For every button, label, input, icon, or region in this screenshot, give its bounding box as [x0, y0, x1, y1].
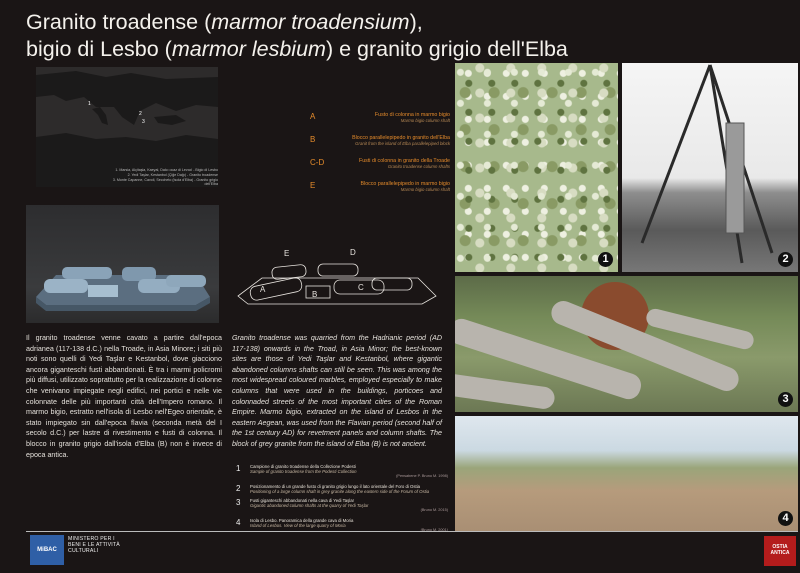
- caption-en: Sample of granito troadense from the Podesti Collection: [250, 469, 357, 475]
- caption-number: 2: [236, 483, 241, 493]
- footer-divider: [26, 531, 798, 532]
- photo-number: 3: [778, 392, 793, 407]
- sketch-label-d: D: [350, 248, 356, 257]
- legend-text-it: Blocco parallelepipedo in granito dell'Elba: [352, 135, 450, 141]
- italian-text: Il granito troadense venne cavato a partire dall'epoca adrianea (117-138 d.C.) nella Troade, in Asia Minore; i siti più noti sono quelli di Yedi Taşlar e Kestanbol, dove giacciono ancora giganteschi fusti abbandonati. È tra i marmi policromi più diffusi, utilizzato soprattutto per la realizzazione di colonne che venivano impiegate negli edifici, nei portici e nelle vie colonnate delle più importanti città dell'Impero romano. Il marmo bigio, estratto nell'isola di Lesbo nell'Egeo orientale, è stato impiegato sin dall'epoca flavia (seconda metà del I secolo d.C.) per lastre di rivestimento e fusti di colonna. Il blocco in granito grigio dall'isola d'Elba (B) non è invece di epoca antica.: [26, 334, 222, 459]
- ostia-antica-logo: OSTIA ANTICA: [764, 536, 796, 566]
- legend-text-it: Fusto di colonna in marmo bigio: [374, 112, 450, 118]
- caption-number: 4: [236, 517, 241, 527]
- photo-captions: [236, 464, 448, 537]
- caption-en: Gigantic abandoned column shafts at the quarry of Yedi Taşlar: [250, 503, 369, 509]
- legend-letter: C-D: [310, 158, 325, 167]
- map-caption: [112, 168, 218, 187]
- title-line-1: Granito troadense (marmor troadensium),: [26, 10, 423, 34]
- granite-sample-photo: [455, 63, 618, 272]
- caption-number: 1: [236, 464, 241, 473]
- blocks-graphic: [26, 205, 219, 323]
- column-positioning-photo: [622, 63, 798, 272]
- blocks-sketch: [232, 238, 440, 318]
- caption-en: Island of Lesbos. View of the large quarry of Moria: [250, 522, 346, 528]
- caption-credit: (Pensabene P. Bruno M. 1998): [396, 474, 448, 479]
- map-caption-line: 2. Yedi Taşlar, Kestanbol (Çiğe Dağı) - Granito troadense: [127, 172, 218, 177]
- map-marker-1: 1: [88, 101, 91, 107]
- map-caption-line: 3. Monte Capanne, Cavoli, Seccheto (Isola d'Elba) - Granito grigio dell'Elba: [112, 177, 218, 187]
- legend-letter: E: [310, 181, 316, 190]
- caption-item: [236, 484, 448, 494]
- quarry-columns-graphic: [455, 276, 798, 412]
- legend-item: [300, 135, 450, 158]
- caption-credit: (Bruno M. 2015): [420, 508, 448, 513]
- caption-item: [236, 464, 448, 480]
- legend-letter: B: [310, 135, 316, 144]
- legend-text-it: Blocco parallelepipedo in marmo bigio: [360, 181, 450, 187]
- photo-number: 1: [598, 252, 613, 267]
- legend-item: [300, 112, 450, 135]
- legend-text-en: Granito troadense column shafts: [387, 164, 450, 170]
- title-line-2: bigio di Lesbo (marmor lesbium) e granito grigio dell'Elba: [26, 37, 568, 61]
- legend-text-en: Granit from the island of Elba parallelepiped block: [355, 141, 450, 147]
- crane-graphic: [622, 63, 798, 272]
- sketch-label-c: C: [358, 283, 364, 292]
- legend-letter: A: [310, 112, 316, 121]
- caption-it: Posizionamento di un grande fusto di granito grigio lungo il lato orientale del Foro di Ostia: [250, 483, 421, 489]
- map-marker-3: 3: [142, 119, 145, 125]
- english-text: Granito troadense was quarried from the Hadrianic period (AD 117-138) onwards in the Troad, in Asia Minor; the best-known sites are those of Yedi Taşlar and Kestanbol, where gigantic abandoned columns shafts can still be seen. This was among the most widespread coloured marbles, employed especially to make columns that were used in the buildings, porticoes and colonnaded streets of the most important cities of the Roman Empire. Marmo bigio, extracted on the island of Lesbos in the eastern Aegean, was used from the Flavian period (second half of the 1st century AD) for revetment panels and column shafts. The block of grey granite from the island of Elba (B) is not ancient.: [232, 334, 442, 448]
- legend-text-it: Fusti di colonna in granito della Troade: [359, 158, 450, 164]
- quarry-columns-photo: [455, 276, 798, 412]
- photo-number: 2: [778, 252, 793, 267]
- legend-item: [300, 181, 450, 204]
- photo-number: 4: [778, 511, 793, 526]
- map-marker-2: 2: [139, 111, 142, 117]
- caption-item: [236, 498, 448, 514]
- ministry-name: MINISTERO PER I BENI E LE ATTIVITÀ CULTURALI: [68, 536, 120, 554]
- mibac-logo: MiBAC: [30, 535, 64, 565]
- legend-item: [300, 158, 450, 181]
- caption-en: Positioning of a large column shaft in grey granite along the eastern side of the Forum of Ostia: [250, 488, 430, 494]
- object-legend: [300, 112, 450, 204]
- caption-it: Isola di Lesbo. Panoramica della grande cava di Moria: [250, 517, 354, 523]
- caption-it: Fusti giganteschi abbandonati nella cava di Yedi Taşlar: [250, 498, 355, 504]
- sketch-label-a: A: [260, 285, 266, 294]
- moria-quarry-photo: [455, 416, 798, 531]
- sketch-label-e: E: [284, 249, 290, 258]
- legend-text-en: Marmo bigio column shaft: [400, 187, 450, 193]
- caption-it: Campione di granito troadense della Collezione Podesti: [250, 464, 356, 469]
- sketch-graphic: [232, 238, 440, 318]
- sketch-label-b: B: [312, 290, 318, 299]
- blocks-photo: [26, 205, 219, 323]
- caption-number: 3: [236, 498, 241, 508]
- page-title: [26, 9, 568, 63]
- map-caption-line: 1. Marsia, Alçitaşla, Kaeyal, Dalcı ocaz di Levıcıl - Bigio di Lesbo: [115, 168, 218, 172]
- legend-text-en: Marmo bigio column shaft: [400, 118, 450, 124]
